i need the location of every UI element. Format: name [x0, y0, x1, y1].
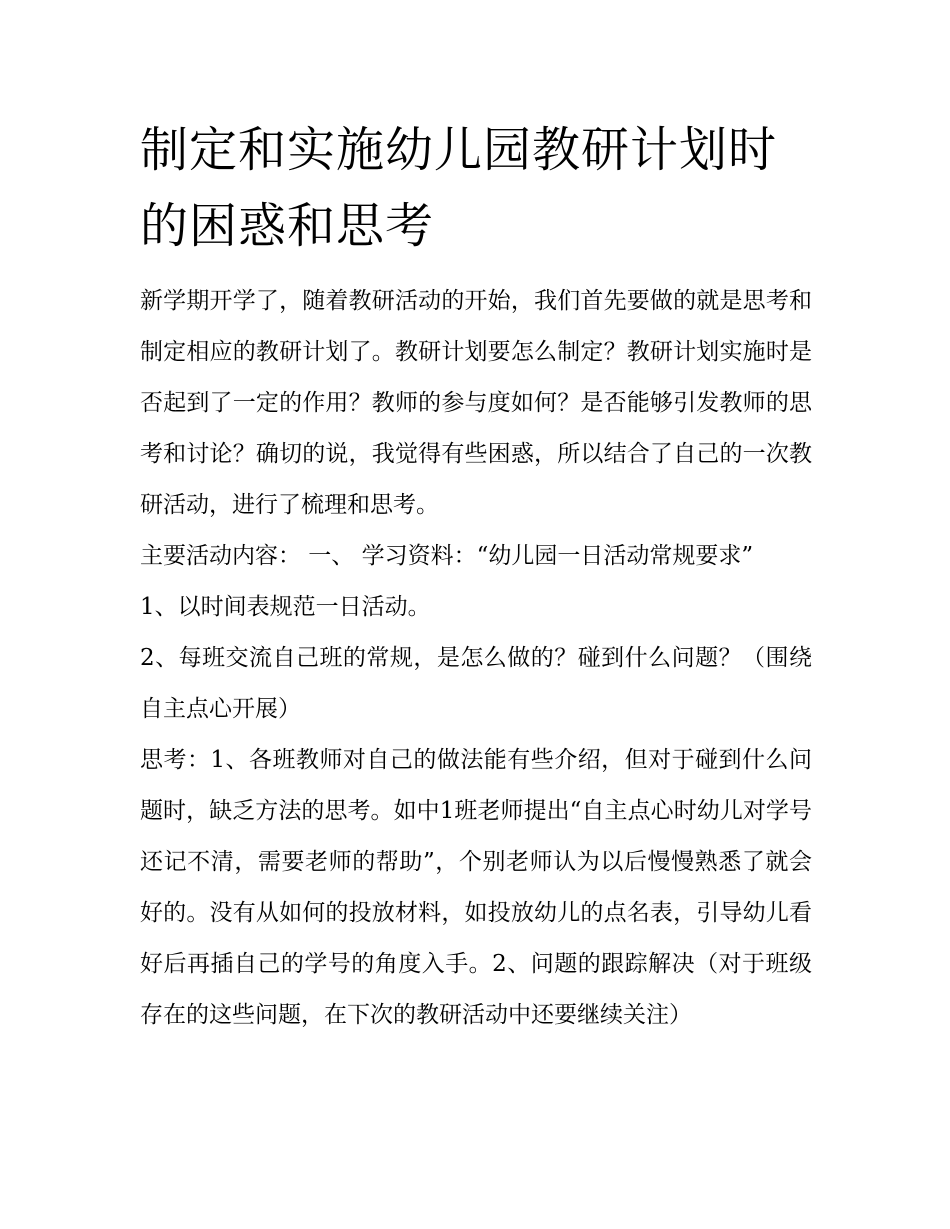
paragraph-intro: 新学期开学了，随着教研活动的开始，我们首先要做的就是思考和制定相应的教研计划了。教研计划要怎么制定？教研计划实施时是否起到了一定的作用？教师的参与度如何？是否能够引发教师的思考和讨论？确切的说，我觉得有些困惑，所以结合了自己的一次教研活动，进行了梳理和思考。: [140, 288, 812, 518]
document-title: 制定和实施幼儿园教研计划时的困惑和思考: [140, 122, 778, 254]
paragraph-main-content: 主要活动内容： 一、 学习资料：“幼儿园一日活动常规要求”: [140, 543, 754, 569]
paragraph-reflection: 思考：1、各班教师对自己的做法能有些介绍，但对于碰到什么问题时，缺乏方法的思考。如中1班老师提出“自主点心时幼儿对学号还记不清，需要老师的帮助”，个别老师认为以后慢慢熟悉了就会好的。没有从如何的投放材料，如投放幼儿的点名表，引导幼儿看好后再插自己的学号的角度入手。2、问题的跟踪解决（对于班级存在的这些问题，在下次的教研活动中还要继续关注）: [140, 747, 812, 1028]
document-body: [140, 276, 812, 1041]
paragraph-item-1: 1、以时间表规范一日活动。: [140, 594, 431, 620]
paragraph-item-2: 2、每班交流自己班的常规，是怎么做的？碰到什么问题？（围绕自主点心开展）: [140, 645, 812, 722]
